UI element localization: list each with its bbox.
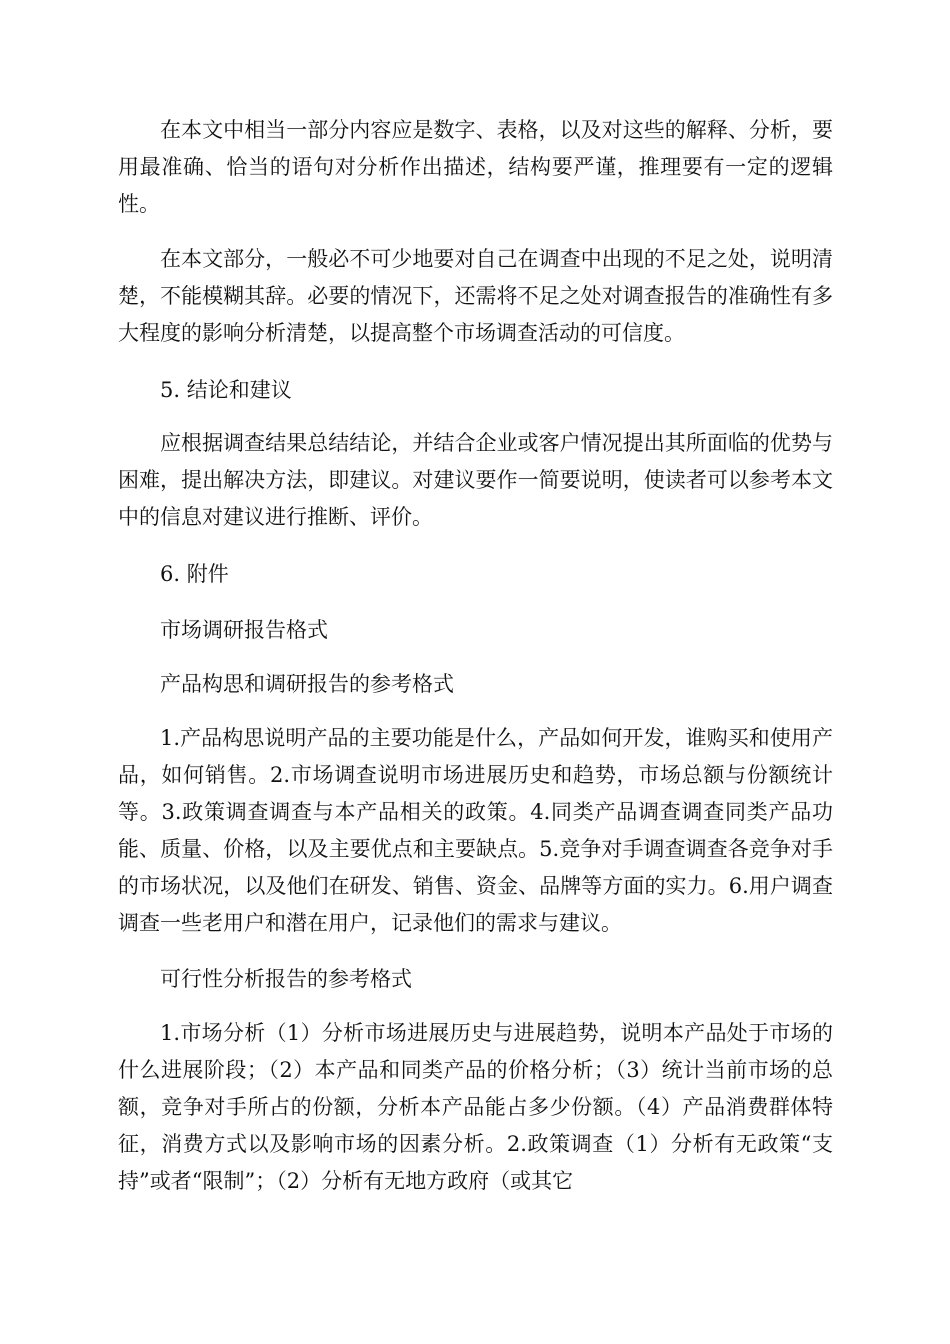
paragraph-analysis-content: 在本文中相当一部分内容应是数字、表格，以及对这些的解释、分析，要用最准确、恰当的语句对分析作出描述，结构要严谨，推理要有一定的逻辑性。 (118, 118, 833, 216)
section-heading-conclusions: 5. 结论和建议 (160, 378, 292, 402)
paragraph-shortcomings: 在本文部分，一般必不可少地要对自己在调查中出现的不足之处，说明清楚，不能模糊其辞。必要的情况下，还需将不足之处对调查报告的准确性有多大程度的影响分析清楚，以提高整个市场调查活动的可信度。 (118, 247, 833, 345)
section-heading-appendix: 6. 附件 (160, 562, 229, 586)
paragraph-product-concept: 1.产品构思说明产品的主要功能是什么，产品如何开发，谁购买和使用产品，如何销售。2.市场调查说明市场进展历史和趋势，市场总额与份额统计等。3.政策调查调查与本产品相关的政策。4.同类产品调查调查同类产品功能、质量、价格，以及主要优点和主要缺点。5.竞争对手调查调查各竞争对手的市场状况，以及他们在研发、销售、资金、品牌等方面的实力。6.用户调查调查一些老用户和潜在用户，记录他们的需求与建议。 (118, 726, 833, 935)
paragraph-feasibility: 1.市场分析（1）分析市场进展历史与进展趋势，说明本产品处于市场的什么进展阶段；（2）本产品和同类产品的价格分析；（3）统计当前市场的总额，竞争对手所占的份额，分析本产品能占多少份额。（4）产品消费群体特征，消费方式以及影响市场的因素分析。2.政策调查（1）分析有无政策“支持”或者“限制”；（2）分析有无地方政府（或其它 (118, 1021, 833, 1193)
paragraph-conclusions: 应根据调查结果总结结论，并结合企业或客户情况提出其所面临的优势与困难，提出解决方法，即建议。对建议要作一简要说明，使读者可以参考本文中的信息对建议进行推断、评价。 (118, 431, 833, 529)
section-heading-feasibility-format: 可行性分析报告的参考格式 (160, 967, 412, 991)
section-heading-report-format: 市场调研报告格式 (160, 618, 328, 642)
section-heading-product-concept-format: 产品构思和调研报告的参考格式 (160, 672, 454, 696)
